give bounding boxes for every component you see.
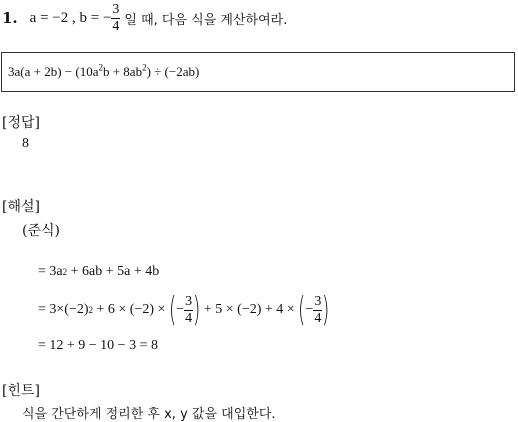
- problem-line: [2, 2, 287, 34]
- problem-fraction: [111, 3, 120, 34]
- step-fraction: [184, 295, 193, 326]
- step-text: + 6ab + 5a + 4b: [67, 264, 160, 279]
- hint-text: 식을 간단하게 정리한 후 x, y 값을 대입한다.: [22, 407, 276, 422]
- paren-open: (: [298, 290, 306, 330]
- solution-step-2: = 3×(−2) 2 + 6 × (−2) × ( − $\frac{3}{4}$ ) + 5 × (−2) + 4 × ( − $\frac{3}{4}$ ): [38, 290, 330, 330]
- answer-label: [정답]: [2, 115, 40, 131]
- negative-sign: −: [176, 302, 185, 317]
- expression: [8, 64, 199, 80]
- fraction-denominator: 4: [314, 310, 322, 326]
- solution-step-3: = 12 + 9 − 10 − 3 = 8: [38, 338, 158, 353]
- problem-text: 일 때, 다음 식을 계산하여라.: [124, 12, 288, 28]
- paren-close: ): [193, 290, 201, 330]
- paren-open: (: [168, 290, 177, 330]
- fraction-numerator: 3: [314, 293, 322, 309]
- problem-condition: a = −2 , b = −: [29, 9, 112, 26]
- expression-part: b + 8ab: [102, 64, 143, 79]
- paren-close: ): [322, 290, 330, 330]
- fraction-numerator: 3: [112, 1, 120, 17]
- step-fraction: [313, 295, 322, 326]
- solution-intro: (준식): [22, 223, 60, 239]
- step-text: = 3×(−2): [38, 302, 89, 317]
- fraction-numerator: 3: [185, 293, 193, 309]
- step-text: + 6 × (−2) ×: [93, 302, 169, 317]
- expression-exponent: 2: [142, 62, 147, 73]
- answer-value: 8: [22, 136, 29, 151]
- solution-step-1: = 3a 2 + 6ab + 5a + 4b: [38, 264, 160, 279]
- hint-label: [힌트]: [2, 383, 40, 399]
- fraction-denominator: 4: [185, 310, 193, 326]
- fraction-denominator: 4: [112, 18, 120, 34]
- solution-label: [해설]: [2, 199, 40, 215]
- expression-box: [1, 52, 515, 92]
- step-text: + 5 × (−2) + 4 ×: [200, 302, 299, 317]
- negative-sign: −: [305, 302, 314, 317]
- expression-exponent: 2: [98, 62, 103, 73]
- expression-part: 3a(a + 2b) − (10a: [8, 64, 99, 79]
- step-text: = 3a: [38, 264, 63, 279]
- problem-number: 1.: [2, 9, 18, 27]
- expression-part: ) ÷ (−2ab): [146, 64, 200, 79]
